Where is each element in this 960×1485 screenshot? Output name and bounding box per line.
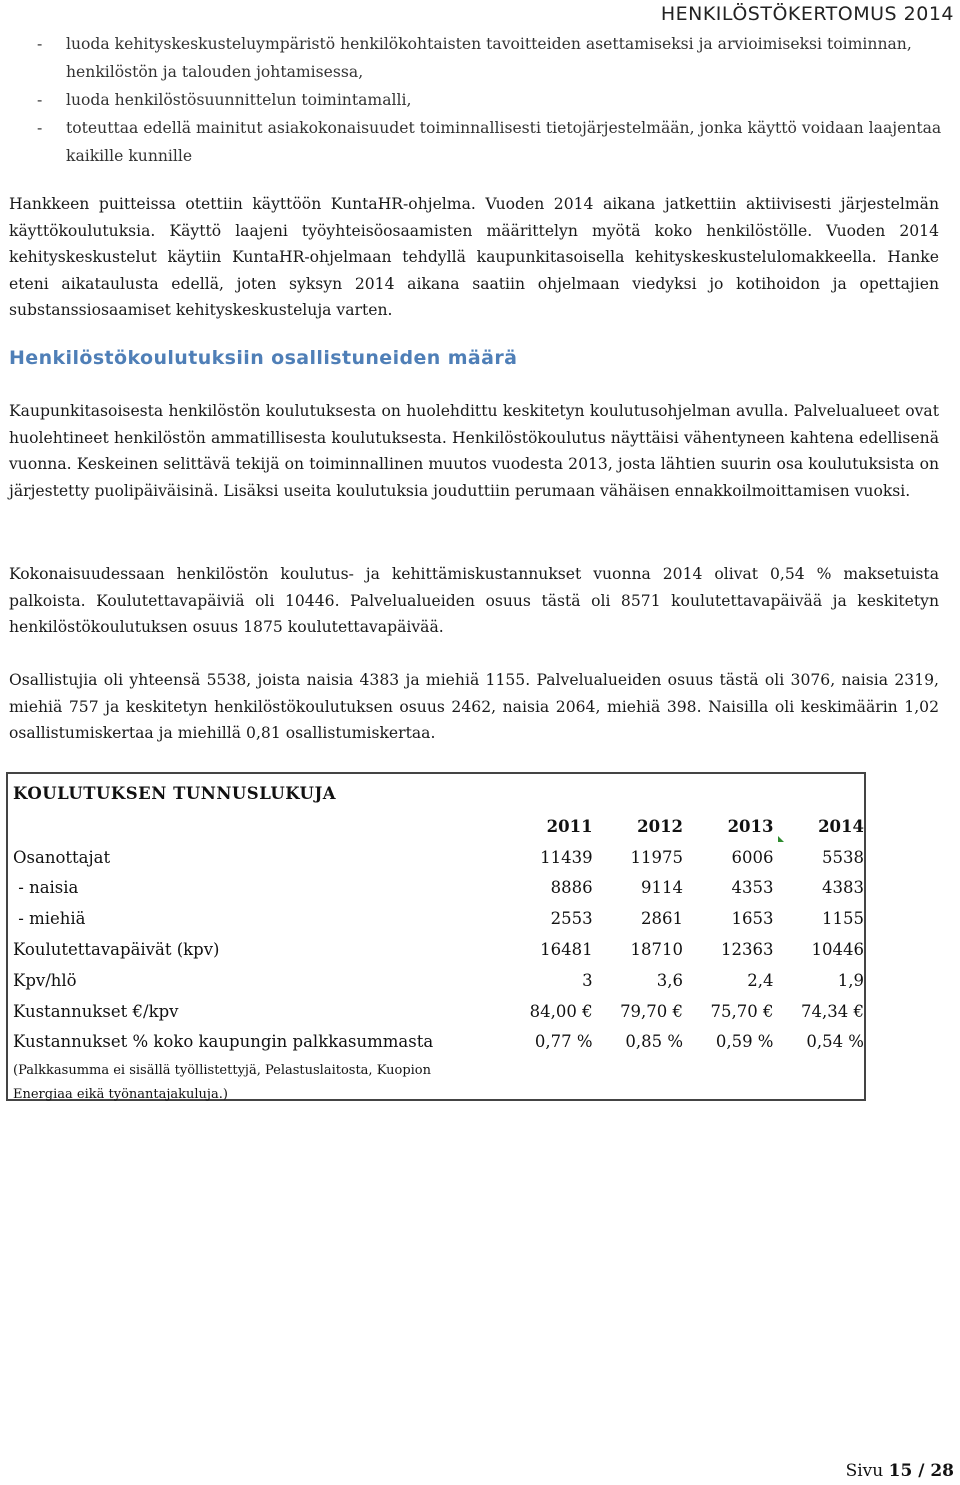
cell-value: 9114 [641, 878, 684, 898]
list-item-text: luoda henkilöstösuunnittelun toimintamalli, [66, 91, 412, 109]
cell-value: 4353 [731, 878, 774, 898]
list-item-text: toteuttaa edellä mainitut asiakokonaisuudet toiminnallisesti tietojärjestelmään, jonka käyttö voidaan laajentaa kaikille kunnille [66, 119, 942, 165]
paragraph-training-overview: Kaupunkitasoisesta henkilöstön koulutuksesta on huolehdittu keskitetyn koulutusohjelman avulla. Palvelualueet ovat huolehtineet henkilöstön ammatillisesta koulutuksesta. Henkilöstökoulutus näyttäisi vähentyneen kahtena edellisenä vuonna. Keskeinen selittävä tekijä on toiminnallinen muutos vuodesta 2013, josta lähtien suurin osa koulutuksista on järjestetty puolipäiväisinä. Lisäksi useita koulutuksia jouduttiin perumaan vähäisen ennakkoilmoittamisen vuoksi. [9, 402, 939, 500]
year-header: 2011 [546, 816, 593, 836]
list-item [10, 86, 945, 114]
cell-value: 74,34 € [801, 1001, 864, 1021]
list-item [10, 30, 945, 86]
bullet-dash: - [37, 119, 43, 137]
paragraph-training-costs: Kokonaisuudessaan henkilöstön koulutus- ja kehittämiskustannukset vuonna 2014 olivat 0,54 % maksetuista palkoista. Koulutettavapäiviä oli 10446. Palvelualueiden osuus tästä oli 8571 koulutettavapäivää ja keskitetyn henkilöstökoulutuksen osuus 1875 koulutettavapäivää. [9, 565, 939, 637]
cell-value: 3,6 [656, 970, 684, 990]
paragraph-participants: Osallistujia oli yhteensä 5538, joista naisia 4383 ja miehiä 1155. Palvelualueiden osuus tästä oli 3076, naisia 2319, miehiä 757 ja keskitetyn henkilöstökoulutuksen osuus 2462, naisia 2064, miehiä 398. Naisilla oli keskimäärin 1,02 osallistumiskertaa ja miehillä 0,81 osallistumiskertaa. [9, 671, 939, 743]
cell-value: 12363 [721, 940, 774, 960]
kpi-table-box [6, 772, 866, 1101]
list-item [10, 114, 945, 170]
row-label: - miehiä [13, 909, 86, 929]
cell-value: 11439 [540, 847, 593, 867]
cell-value: 5538 [822, 847, 864, 867]
row-label: - naisia [13, 878, 79, 898]
table-title: KOULUTUKSEN TUNNUSLUKUJA [13, 784, 337, 803]
objectives-list [10, 30, 945, 170]
cell-value: 16481 [540, 940, 593, 960]
cell-value: 0,85 % [625, 1032, 684, 1052]
table-row [11, 903, 864, 934]
table-footnote: (Palkkasumma ei sisällä työllistettyjä, Pelastuslaitosta, Kuopion Energiaa eikä työnantajakuluja.) [13, 1063, 431, 1102]
cell-value: 75,70 € [710, 1001, 774, 1021]
cell-value: 0,77 % [534, 1032, 593, 1052]
cell-value: 0,54 % [806, 1032, 864, 1052]
bullet-dash: - [37, 35, 43, 53]
cell-value: 10446 [811, 940, 864, 960]
row-label: Kustannukset €/kpv [13, 1001, 179, 1021]
page-number [846, 1461, 954, 1481]
cell-value: 8886 [550, 878, 593, 898]
kpi-table [11, 811, 864, 1057]
cell-value: 1155 [822, 909, 864, 929]
cell-value: 84,00 € [529, 1001, 593, 1021]
cell-value: 0,59 % [715, 1032, 774, 1052]
list-item-text: luoda kehityskeskusteluympäristö henkilökohtaisten tavoitteiden asettamiseksi ja arvioimiseksi toiminnan, henkilöstön ja talouden johtamisessa, [66, 35, 912, 81]
year-header: 2014 [818, 816, 864, 836]
row-label: Osanottajat [13, 847, 111, 867]
bullet-dash: - [37, 91, 43, 109]
year-header: 2012 [637, 816, 684, 836]
page-label: Sivu [845, 1461, 884, 1481]
table-row [11, 934, 864, 965]
table-row [11, 873, 864, 904]
cell-value: 3 [582, 970, 593, 990]
table-row [11, 965, 864, 996]
paragraph-kuntahr: Hankkeen puitteissa otettiin käyttöön KuntaHR-ohjelma. Vuoden 2014 aikana jatkettiin aktiivisesti järjestelmän käyttökoulutuksia. Käyttö laajeni työyhteisöosaamisten määrittelyn myötä koko henkilöstölle. Vuoden 2014 kehityskeskustelut käytiin KuntaHR-ohjelmaan tehdyllä kaupunkitasoisella kehityskeskustelulomakkeella. Hanke eteni aikataulusta edellä, joten syksyn 2014 aikana saatiin ohjelmaan viedyksi jo kotihoidon ja opettajien substanssiosaamiset kehityskeskusteluja varten. [9, 195, 939, 320]
cell-value: 2861 [641, 909, 684, 929]
table-header-row [11, 811, 864, 842]
cell-value: 18710 [630, 940, 684, 960]
document-header: HENKILÖSTÖKERTOMUS 2014 [660, 3, 954, 25]
cell-value: 4383 [822, 878, 864, 898]
table-row [11, 842, 864, 873]
empty-header-cell [11, 811, 490, 842]
cell-value: 6006 [731, 847, 774, 867]
cell-value: 11975 [630, 847, 684, 867]
section-heading: Henkilöstökoulutuksiin osallistuneiden määrä [9, 347, 518, 369]
cell-value: 1653 [731, 909, 774, 929]
year-header: 2013 [727, 816, 774, 836]
cell-value: 79,70 € [620, 1001, 684, 1021]
cell-value: 2,4 [747, 970, 774, 990]
table-row [11, 996, 864, 1027]
table-row [11, 1027, 864, 1058]
row-label: Kpv/hlö [13, 970, 77, 990]
cell-value: 1,9 [837, 970, 864, 990]
row-label: Koulutettavapäivät (kpv) [13, 940, 220, 960]
page-count: 15 / 28 [888, 1461, 954, 1481]
row-label: Kustannukset % koko kaupungin palkkasummasta [13, 1032, 434, 1052]
cell-value: 2553 [550, 909, 593, 929]
